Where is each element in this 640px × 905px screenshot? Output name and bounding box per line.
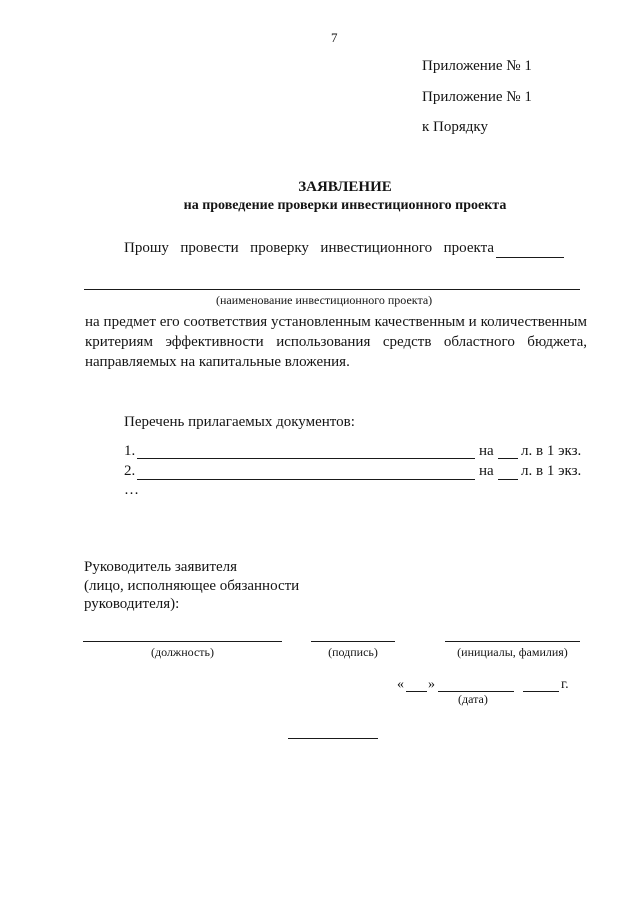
page-number: 7 (331, 30, 338, 45)
project-number-blank (496, 257, 564, 258)
document-title: ЗАЯВЛЕНИЕ (298, 179, 392, 195)
date-year-suffix: г. (561, 677, 569, 692)
position-line (83, 641, 282, 642)
documents-heading: Перечень прилагаемых документов: (124, 414, 355, 430)
date-day-blank (406, 691, 427, 692)
document-item-number: 2. (124, 463, 136, 479)
project-name-line (84, 289, 580, 290)
purpose-paragraph: на предмет его соответствия установленным качественным и количественным критериям эффективности использования средств областного бюджета, направляемых на капитальные вложения. (85, 314, 587, 370)
document-subtitle: на проведение проверки инвестиционного проекта (183, 198, 507, 213)
signature-caption: (подпись) (328, 645, 378, 659)
name-line (445, 641, 580, 642)
appendix-header-line2: Приложение № 1 (422, 89, 532, 105)
document-item-name-line (137, 458, 475, 459)
date-open-quote: « (397, 677, 404, 692)
signature-line (311, 641, 395, 642)
signatory-line3: руководителя): (84, 596, 180, 612)
project-name-caption: (наименование инвестиционного проекта) (216, 293, 433, 307)
document-item-na: на (479, 463, 494, 479)
document-item-na: на (479, 443, 494, 459)
date-year-blank (523, 691, 559, 692)
name-caption: (инициалы, фамилия) (457, 645, 568, 659)
signatory-line1: Руководитель заявителя (84, 559, 238, 575)
signatory-line2: (лицо, исполняющее обязанности (84, 578, 300, 594)
document-item-name-line (137, 479, 475, 480)
document-item-suffix: л. в 1 экз. (521, 443, 582, 459)
document-item-number: 1. (124, 443, 136, 459)
document-item-suffix: л. в 1 экз. (521, 463, 582, 479)
request-text: Прошу провести проверку инвестиционного проекта (124, 240, 494, 256)
documents-ellipsis: … (124, 482, 139, 498)
position-caption: (должность) (151, 645, 214, 659)
appendix-header-line3: к Порядку (422, 119, 488, 135)
appendix-header-line1: Приложение № 1 (422, 58, 532, 74)
document-item-pages-blank (498, 479, 518, 480)
date-close-quote: » (428, 677, 435, 692)
date-caption: (дата) (458, 692, 488, 706)
closing-divider (288, 738, 378, 739)
document-item-pages-blank (498, 458, 518, 459)
